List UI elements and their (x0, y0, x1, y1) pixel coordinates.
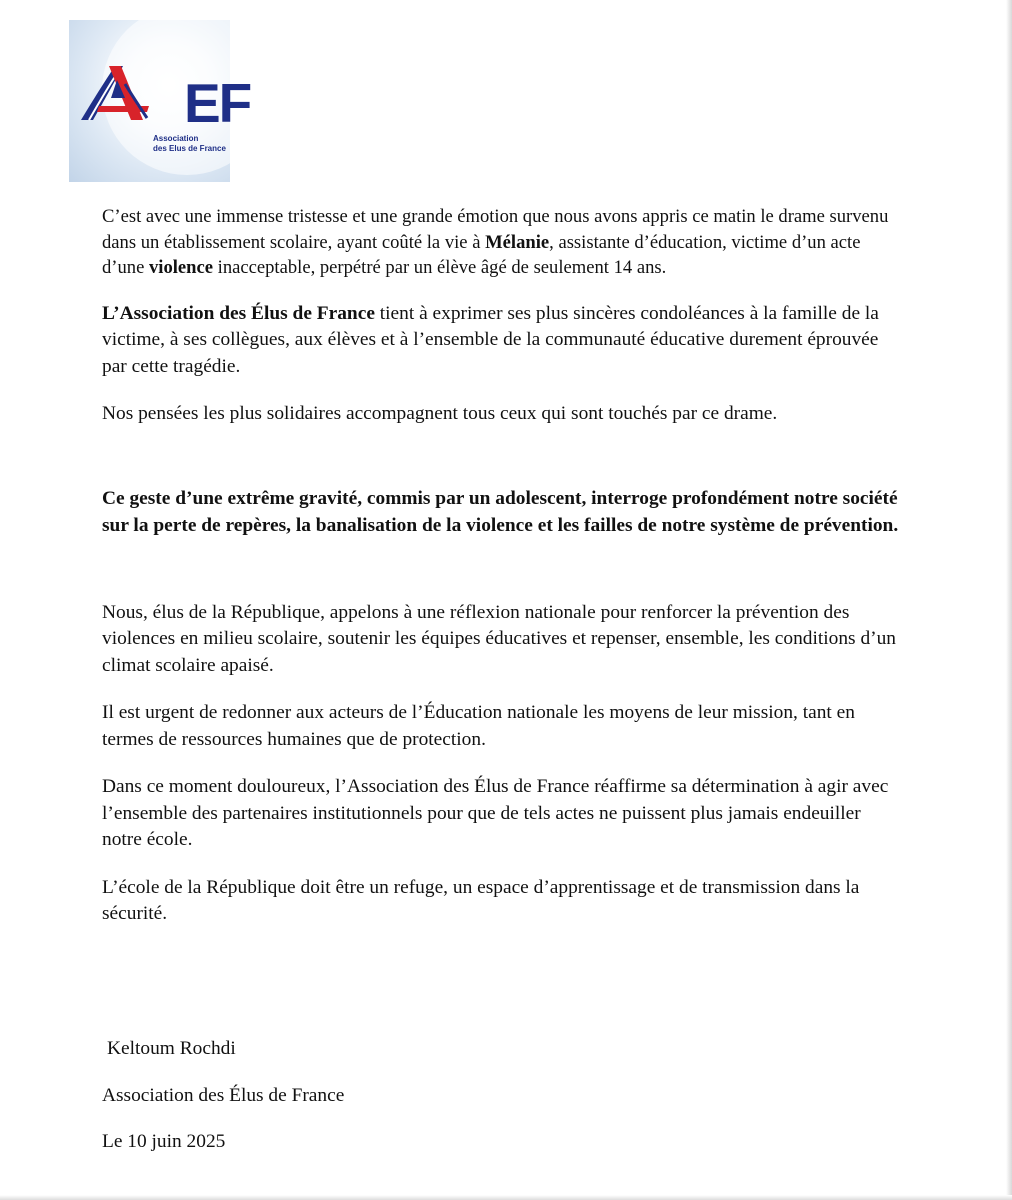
logo-caption-line-1: Association (153, 134, 199, 143)
text-segment: inacceptable, perpétré par un élève âgé de seulement 14 ans. (213, 257, 667, 278)
signatory-organization: Association des Élus de France (102, 1085, 345, 1106)
paragraph-resources: Il est urgent de redonner aux acteurs de l’Éducation nationale les moyens de leur mission, tant en termes de ressources humaines que de protection. (102, 702, 855, 750)
paragraph-determination: Dans ce moment douloureux, l’Association des Élus de France réaffirme sa détermination à agir avec l’ensemble des partenaires institutionnels pour que de tels actes ne puissent plus jamais endeuiller notre école. (102, 776, 889, 850)
text-segment: Mélanie (485, 231, 550, 253)
aef-logo (69, 20, 251, 182)
paragraph-school-refuge: L’école de la République doit être un refuge, un espace d’apprentissage et de transmission dans la sécurité. (102, 876, 860, 924)
text-segment: , assistante d’éducation, victime d’un acte d’une (102, 231, 861, 278)
page-edge-shadow-right (1006, 0, 1012, 1200)
text-segment: C’est avec une immense tristesse et une grande émotion que nous avons appris ce matin le drame survenu dans un établissement scolaire, ayant coûté la vie à (102, 206, 889, 253)
page-edge-shadow-bottom (0, 1195, 1012, 1200)
paragraph-thoughts: Nos pensées les plus solidaires accompagnent tous ceux qui sont touchés par ce drame. (102, 403, 778, 424)
paragraph-statement: Ce geste d’une extrême gravité, commis par un adolescent, interroge profondément notre société sur la perte de repères, la banalisation de la violence et les failles de notre système de prévention. (102, 487, 899, 536)
paragraph-opening (102, 204, 902, 281)
logo-caption-line-2: des Elus de France (153, 144, 226, 153)
paragraph-condolences (102, 301, 902, 381)
text-segment: L’Association des Élus de France (102, 302, 375, 324)
letter-body (102, 204, 902, 928)
logo-letters: EF (184, 72, 251, 134)
logo-caption (153, 134, 226, 154)
letter-date: Le 10 juin 2025 (102, 1131, 226, 1152)
signatory-name: Keltoum Rochdi (107, 1038, 236, 1059)
paragraph-call-to-action: Nous, élus de la République, appelons à une réflexion nationale pour renforcer la prévention des violences en milieu scolaire, soutenir les équipes éducatives et repenser, ensemble, les conditions d’un climat scolaire apaisé. (102, 601, 896, 676)
text-segment: tient à exprimer ses plus sincères condoléances à la famille de la victime, à ses collègues, aux élèves et à l’ensemble de la communauté éducative durement éprouvée par cette tragédie. (102, 302, 879, 377)
text-segment: violence (148, 257, 214, 278)
